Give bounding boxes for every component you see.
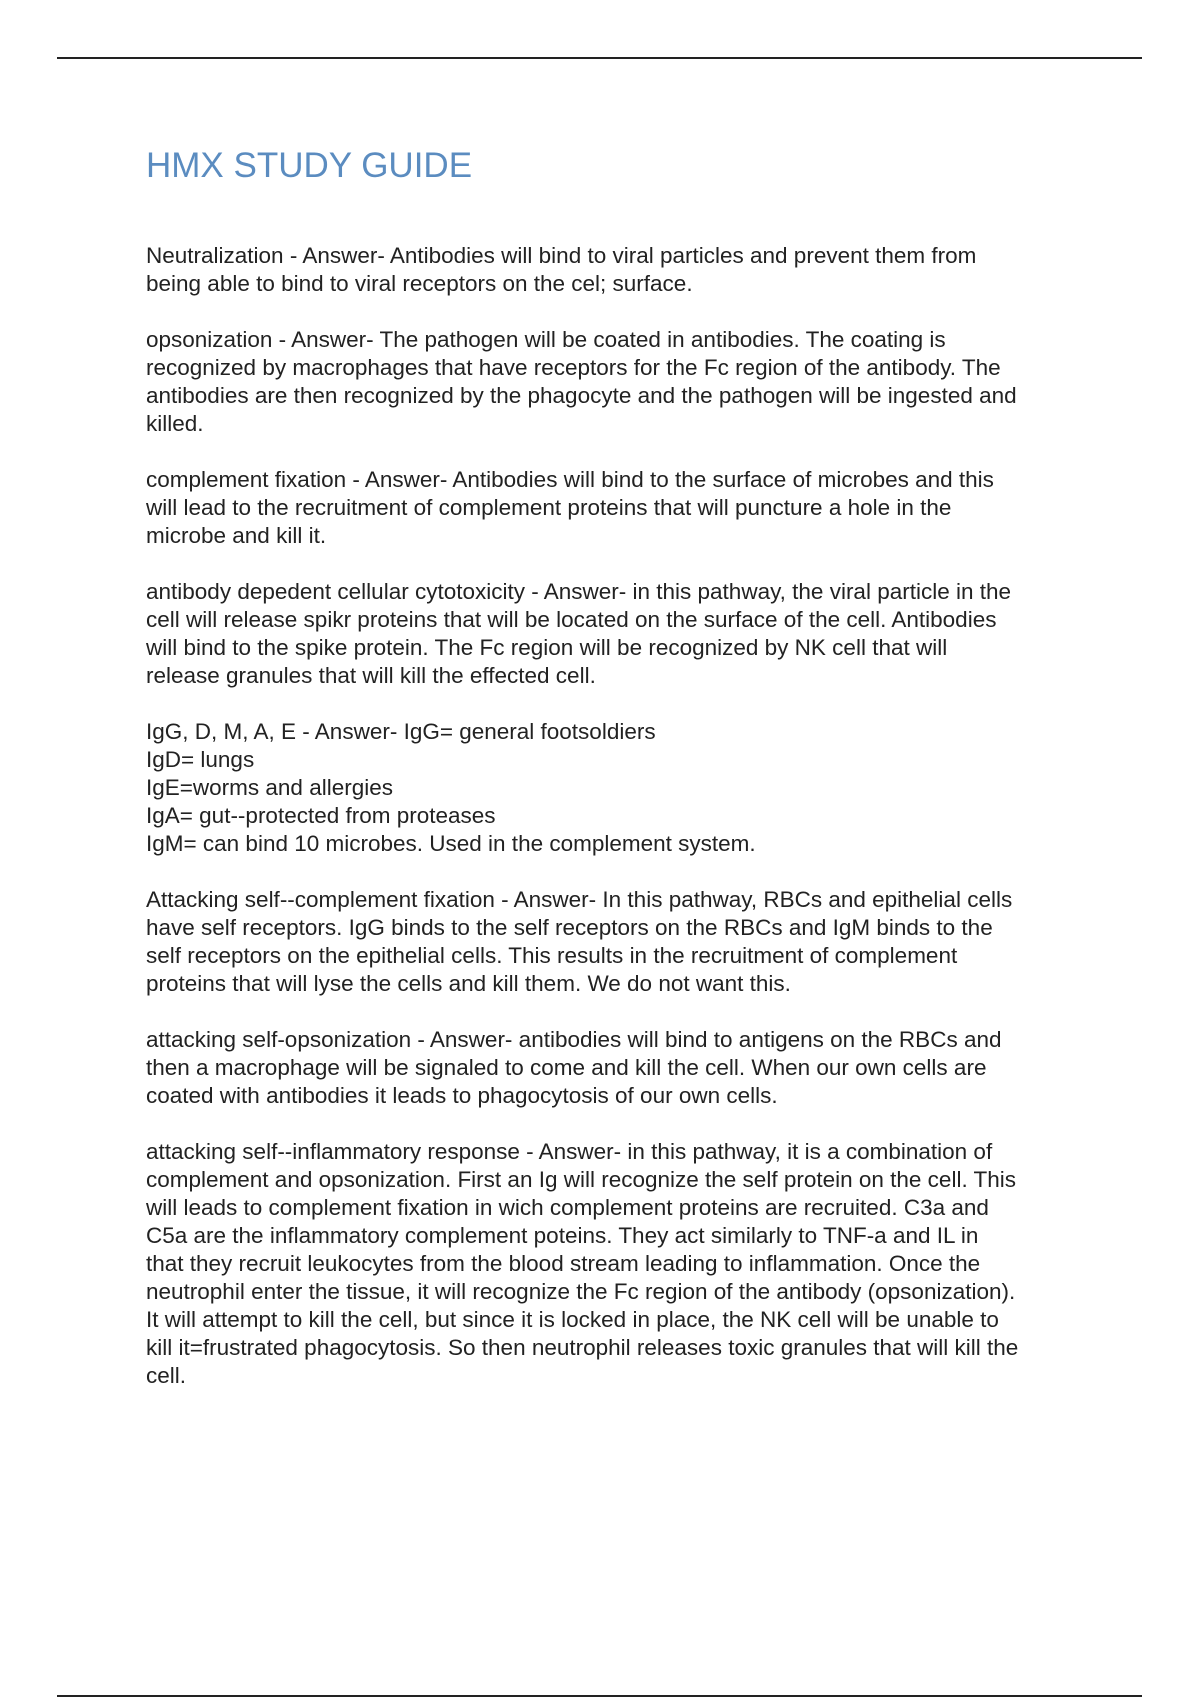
entry-attacking-self-inflammatory: attacking self--inflammatory response - Answer- in this pathway, it is a combination of complement and opsonization. First an Ig will recognize the self protein on the cell. This will leads to complement fixation in wich complement proteins are recruited. C3a and C5a are the inflammatory complement poteins. They act similarly to TNF-a and IL in that they recruit leukocytes from the blood stream leading to inflammation. Once the neutrophil enter the tissue, it will recognize the Fc region of the antibody (opsonization). It will attempt to kill the cell, but since it is locked in place, the NK cell will be unable to kill it=frustrated phagocytosis. So then neutrophil releases toxic granules that will kill the cell. [146, 1139, 1019, 1388]
entry-neutralization: Neutralization - Answer- Antibodies will bind to viral particles and prevent them from being able to bind to viral receptors on the cel; surface. [146, 243, 977, 296]
entry-adcc: antibody depedent cellular cytotoxicity - Answer- in this pathway, the viral particle in the cell will release spikr proteins that will be located on the surface of the cell. Antibodies will bind to the spike protein. The Fc region will be recognized by NK cell that will release granules that will kill the effected cell. [146, 579, 1012, 688]
entry-opsonization: opsonization - Answer- The pathogen will be coated in antibodies. The coating is recognized by macrophages that have receptors for the Fc region of the antibody. The antibodies are then recognized by the phagocyte and the pathogen will be ingested and killed. [146, 327, 1017, 436]
document-body [146, 140, 1096, 1418]
entry-attacking-self-complement: Attacking self--complement fixation - Answer- In this pathway, RBCs and epithelial cells have self receptors. IgG binds to the self receptors on the RBCs and IgM binds to the self receptors on the epithelial cells. This results in the recruitment of complement proteins that will lyse the cells and kill them. We do not want this. [146, 887, 1013, 996]
top-rule [57, 57, 1142, 59]
entry-attacking-self-opsonization: attacking self-opsonization - Answer- antibodies will bind to antigens on the RBCs and then a macrophage will be signaled to come and kill the cell. When our own cells are coated with antibodies it leads to phagocytosis of our own cells. [146, 1027, 1002, 1108]
document-title: HMX STUDY GUIDE [146, 146, 473, 185]
entry-antibody-classes: IgG, D, M, A, E - Answer- IgG= general footsoldiers IgD= lungs IgE=worms and allergies IgA= gut--protected from proteases IgM= can bind 10 microbes. Used in the complement system. [146, 719, 756, 856]
entry-complement-fixation: complement fixation - Answer- Antibodies will bind to the surface of microbes and this will lead to the recruitment of complement proteins that will puncture a hole in the microbe and kill it. [146, 467, 994, 548]
bottom-rule [57, 1695, 1142, 1697]
